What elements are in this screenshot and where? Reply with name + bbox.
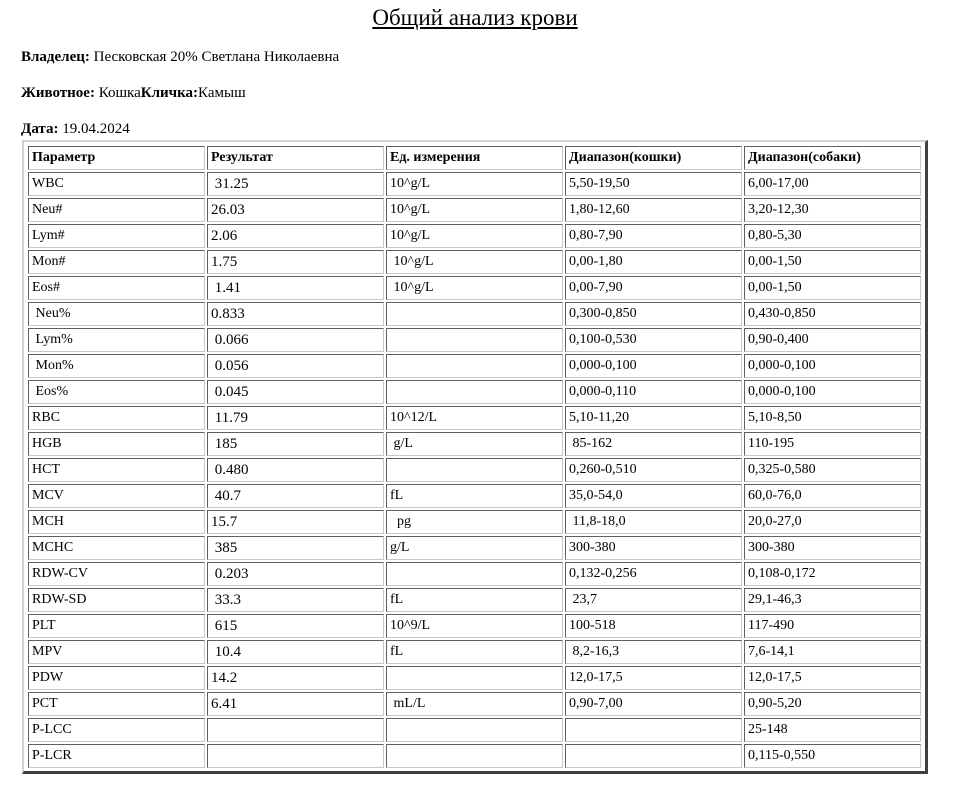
table-row	[28, 250, 921, 274]
cell-range-dogs: 117-490	[744, 614, 921, 638]
table-row	[28, 510, 921, 534]
cell-result	[207, 718, 384, 742]
cell-unit	[386, 458, 563, 482]
animal-value: Кошка	[98, 85, 141, 101]
cell-range-dogs: 0,90-0,400	[744, 328, 921, 352]
cell-range-cats: 8,2-16,3	[565, 640, 742, 664]
cell-result: 0.480	[207, 458, 384, 482]
date-line	[21, 120, 130, 138]
cell-range-dogs: 29,1-46,3	[744, 588, 921, 612]
cell-range-dogs: 0,80-5,30	[744, 224, 921, 248]
header-parameter: Параметр	[28, 146, 205, 170]
cell-parameter: PLT	[28, 614, 205, 638]
cell-range-cats: 11,8-18,0	[565, 510, 742, 534]
cell-result: 10.4	[207, 640, 384, 664]
table-header-row	[28, 146, 921, 170]
cell-parameter: P-LCC	[28, 718, 205, 742]
cell-unit	[386, 718, 563, 742]
table-row	[28, 536, 921, 560]
cell-unit: 10^g/L	[386, 172, 563, 196]
cell-parameter: MCV	[28, 484, 205, 508]
cell-result: 0.833	[207, 302, 384, 326]
cell-range-dogs: 60,0-76,0	[744, 484, 921, 508]
header-range-cats: Диапазон(кошки)	[565, 146, 742, 170]
cell-range-cats: 35,0-54,0	[565, 484, 742, 508]
cell-parameter: PDW	[28, 666, 205, 690]
cell-range-cats: 12,0-17,5	[565, 666, 742, 690]
cell-parameter: MPV	[28, 640, 205, 664]
cell-range-dogs: 110-195	[744, 432, 921, 456]
results-table-frame	[22, 140, 928, 774]
cell-unit: 10^g/L	[386, 224, 563, 248]
cell-parameter: Mon#	[28, 250, 205, 274]
cell-unit: 10^g/L	[386, 250, 563, 274]
cell-parameter: RDW-CV	[28, 562, 205, 586]
cell-range-cats: 0,260-0,510	[565, 458, 742, 482]
cell-parameter: RBC	[28, 406, 205, 430]
cell-range-dogs: 3,20-12,30	[744, 198, 921, 222]
cell-result: 15.7	[207, 510, 384, 534]
table-row	[28, 744, 921, 768]
cell-range-cats: 300-380	[565, 536, 742, 560]
animal-label: Животное:	[21, 85, 95, 101]
cell-result: 31.25	[207, 172, 384, 196]
cell-range-cats: 100-518	[565, 614, 742, 638]
cell-unit: 10^9/L	[386, 614, 563, 638]
table-row	[28, 588, 921, 612]
cell-parameter: Mon%	[28, 354, 205, 378]
cell-parameter: PCT	[28, 692, 205, 716]
cell-parameter: Eos#	[28, 276, 205, 300]
cell-range-cats	[565, 744, 742, 768]
cell-result: 0.203	[207, 562, 384, 586]
cell-range-cats: 0,00-1,80	[565, 250, 742, 274]
table-row	[28, 276, 921, 300]
cell-unit	[386, 744, 563, 768]
pet-name-value: Камыш	[198, 85, 246, 101]
table-row	[28, 354, 921, 378]
table-row	[28, 666, 921, 690]
header-range-dogs: Диапазон(собаки)	[744, 146, 921, 170]
cell-parameter: Neu%	[28, 302, 205, 326]
table-row	[28, 458, 921, 482]
cell-range-dogs: 0,00-1,50	[744, 250, 921, 274]
owner-value: Песковская 20% Светлана Николаевна	[93, 49, 340, 65]
cell-parameter: Eos%	[28, 380, 205, 404]
cell-result: 185	[207, 432, 384, 456]
pet-name-label: Кличка:	[140, 85, 199, 101]
cell-range-cats: 0,000-0,110	[565, 380, 742, 404]
cell-unit: 10^12/L	[386, 406, 563, 430]
cell-range-cats: 5,10-11,20	[565, 406, 742, 430]
cell-range-dogs: 0,00-1,50	[744, 276, 921, 300]
cell-unit	[386, 302, 563, 326]
cell-range-cats: 0,132-0,256	[565, 562, 742, 586]
table-row	[28, 328, 921, 352]
cell-range-cats: 0,100-0,530	[565, 328, 742, 352]
cell-range-dogs: 0,115-0,550	[744, 744, 921, 768]
date-value: 19.04.2024	[62, 121, 130, 137]
cell-range-cats	[565, 718, 742, 742]
cell-unit: fL	[386, 484, 563, 508]
cell-range-dogs: 0,325-0,580	[744, 458, 921, 482]
cell-range-dogs: 6,00-17,00	[744, 172, 921, 196]
cell-unit: fL	[386, 640, 563, 664]
table-row	[28, 692, 921, 716]
cell-range-cats: 0,00-7,90	[565, 276, 742, 300]
cell-range-dogs: 0,000-0,100	[744, 380, 921, 404]
cell-unit: fL	[386, 588, 563, 612]
owner-line	[21, 48, 339, 66]
cell-range-cats: 0,90-7,00	[565, 692, 742, 716]
cell-unit: 10^g/L	[386, 198, 563, 222]
table-body	[28, 172, 921, 768]
table-row	[28, 380, 921, 404]
cell-result: 0.045	[207, 380, 384, 404]
cell-result: 6.41	[207, 692, 384, 716]
cell-result: 0.066	[207, 328, 384, 352]
cell-result: 385	[207, 536, 384, 560]
cell-unit	[386, 354, 563, 378]
table-row	[28, 484, 921, 508]
date-label: Дата:	[21, 121, 59, 137]
cell-parameter: WBC	[28, 172, 205, 196]
cell-result: 615	[207, 614, 384, 638]
cell-unit	[386, 666, 563, 690]
header-result: Результат	[207, 146, 384, 170]
cell-parameter: HCT	[28, 458, 205, 482]
cell-result	[207, 744, 384, 768]
table-row	[28, 224, 921, 248]
cell-parameter: HGB	[28, 432, 205, 456]
cell-unit: g/L	[386, 536, 563, 560]
table-row	[28, 718, 921, 742]
cell-range-dogs: 300-380	[744, 536, 921, 560]
header-unit: Ед. измерения	[386, 146, 563, 170]
cell-parameter: Neu#	[28, 198, 205, 222]
cell-range-cats: 0,80-7,90	[565, 224, 742, 248]
cell-result: 14.2	[207, 666, 384, 690]
results-table	[26, 144, 923, 770]
cell-unit: mL/L	[386, 692, 563, 716]
cell-range-cats: 85-162	[565, 432, 742, 456]
cell-unit	[386, 380, 563, 404]
cell-range-dogs: 7,6-14,1	[744, 640, 921, 664]
table-row	[28, 406, 921, 430]
cell-range-dogs: 0,430-0,850	[744, 302, 921, 326]
cell-range-cats: 5,50-19,50	[565, 172, 742, 196]
cell-range-cats: 0,300-0,850	[565, 302, 742, 326]
cell-result: 0.056	[207, 354, 384, 378]
table-row	[28, 614, 921, 638]
cell-result: 1.75	[207, 250, 384, 274]
cell-range-dogs: 0,108-0,172	[744, 562, 921, 586]
cell-parameter: Lym#	[28, 224, 205, 248]
cell-result: 26.03	[207, 198, 384, 222]
cell-result: 33.3	[207, 588, 384, 612]
table-row	[28, 172, 921, 196]
cell-result: 40.7	[207, 484, 384, 508]
cell-unit	[386, 328, 563, 352]
page-title: Общий анализ крови	[372, 5, 578, 30]
cell-unit: 10^g/L	[386, 276, 563, 300]
cell-parameter: Lym%	[28, 328, 205, 352]
cell-parameter: RDW-SD	[28, 588, 205, 612]
table-row	[28, 302, 921, 326]
cell-result: 2.06	[207, 224, 384, 248]
cell-range-dogs: 5,10-8,50	[744, 406, 921, 430]
cell-unit: g/L	[386, 432, 563, 456]
owner-label: Владелец:	[21, 49, 90, 65]
cell-range-dogs: 0,90-5,20	[744, 692, 921, 716]
cell-parameter: P-LCR	[28, 744, 205, 768]
cell-unit	[386, 562, 563, 586]
table-row	[28, 562, 921, 586]
cell-range-dogs: 12,0-17,5	[744, 666, 921, 690]
cell-range-dogs: 0,000-0,100	[744, 354, 921, 378]
cell-result: 11.79	[207, 406, 384, 430]
table-row	[28, 640, 921, 664]
animal-line	[21, 84, 246, 102]
cell-range-dogs: 25-148	[744, 718, 921, 742]
cell-range-cats: 0,000-0,100	[565, 354, 742, 378]
table-row	[28, 198, 921, 222]
cell-range-cats: 23,7	[565, 588, 742, 612]
cell-unit: pg	[386, 510, 563, 534]
cell-result: 1.41	[207, 276, 384, 300]
cell-range-cats: 1,80-12,60	[565, 198, 742, 222]
cell-parameter: MCHC	[28, 536, 205, 560]
cell-parameter: MCH	[28, 510, 205, 534]
cell-range-dogs: 20,0-27,0	[744, 510, 921, 534]
table-row	[28, 432, 921, 456]
